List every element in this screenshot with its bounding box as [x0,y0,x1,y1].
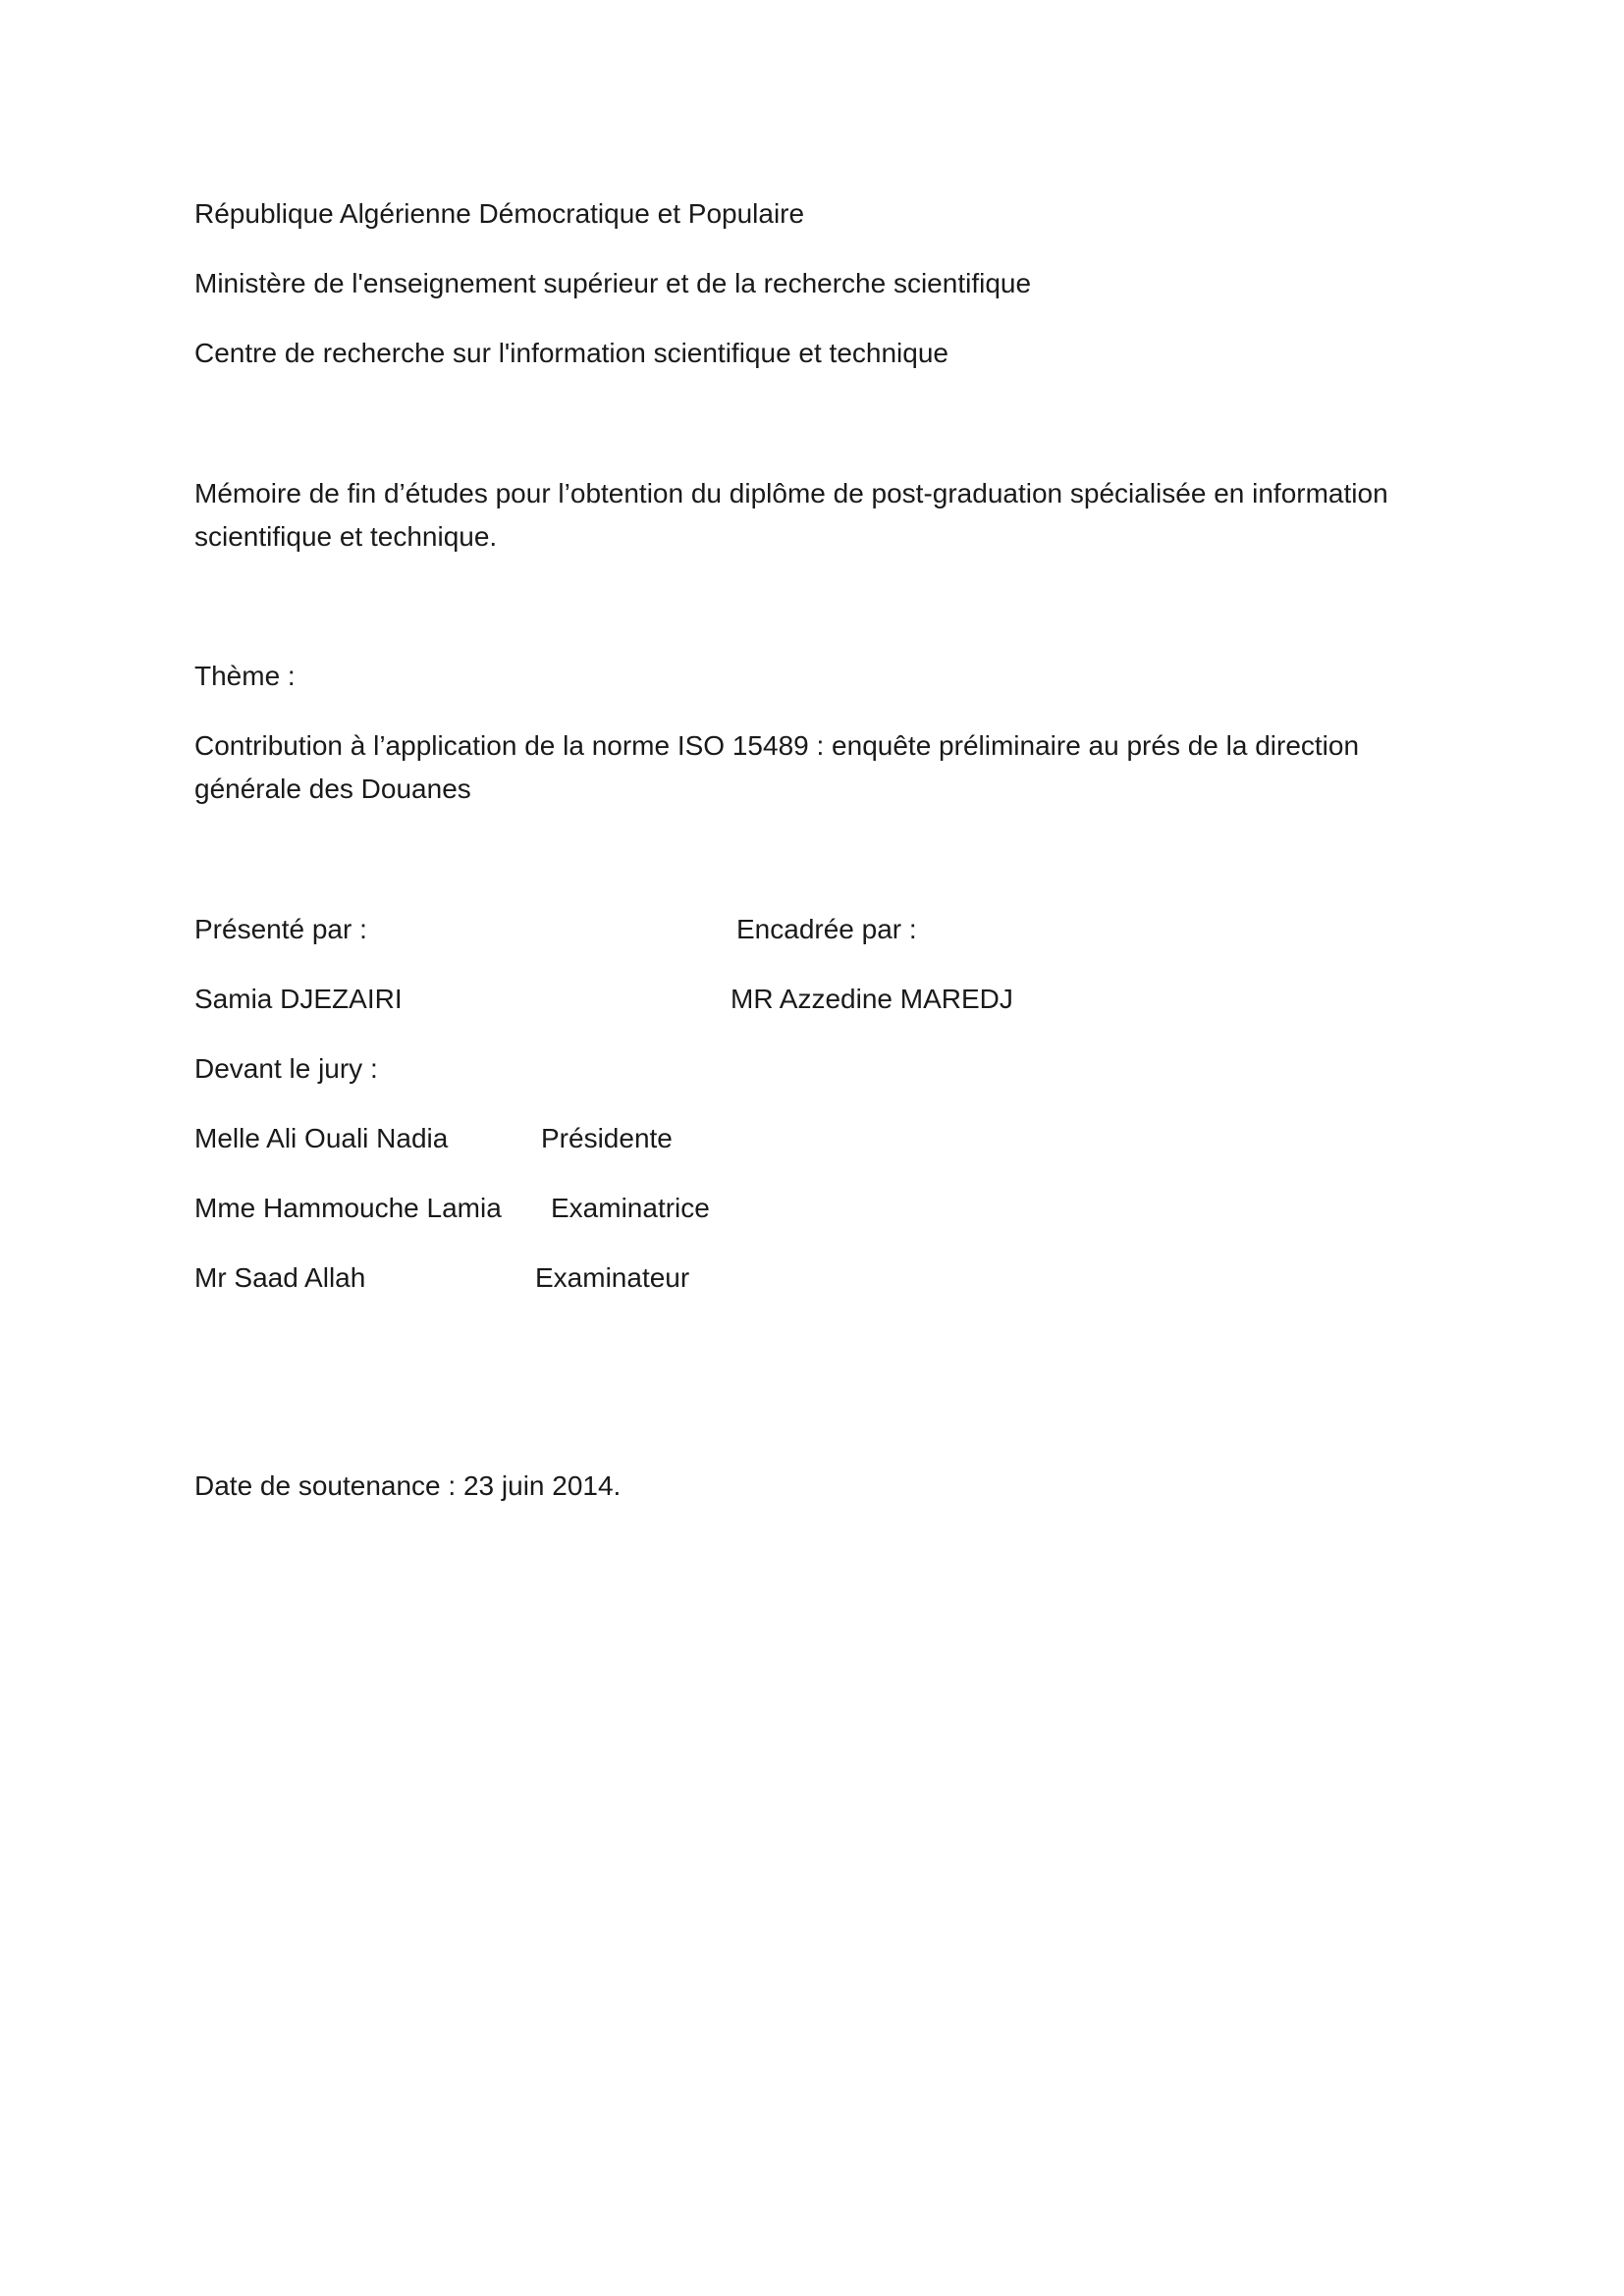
jury-member-role: Présidente [541,1123,673,1153]
supervised-by-label: Encadrée par : [736,914,917,944]
theme-title-line-2: générale des Douanes [194,774,471,804]
theme-label: Thème : [194,661,296,691]
jury-member-name: Mr Saad Allah [194,1262,366,1293]
memoire-description-line-2: scientifique et technique. [194,521,498,552]
defense-date: Date de soutenance : 23 juin 2014. [194,1470,622,1501]
supervisor-name: MR Azzedine MAREDJ [731,984,1013,1014]
jury-label: Devant le jury : [194,1053,378,1084]
jury-member-name: Melle Ali Ouali Nadia [194,1123,449,1153]
theme-title-line-1: Contribution à l’application de la norme ISO 15489 : enquête préliminaire au prés de la direction [194,730,1360,761]
presented-by-label: Présenté par : [194,914,367,944]
jury-member-role: Examinateur [535,1262,690,1293]
country-name: République Algérienne Démocratique et Populaire [194,198,805,229]
ministry-name: Ministère de l'enseignement supérieur et de la recherche scientifique [194,268,1032,298]
centre-name: Centre de recherche sur l'information scientifique et technique [194,338,948,368]
student-name: Samia DJEZAIRI [194,984,403,1014]
jury-member-role: Examinatrice [551,1193,710,1223]
jury-member-name: Mme Hammouche Lamia [194,1193,502,1223]
memoire-description-line-1: Mémoire de fin d’études pour l’obtention du diplôme de post-graduation spécialisée en information [194,478,1388,508]
